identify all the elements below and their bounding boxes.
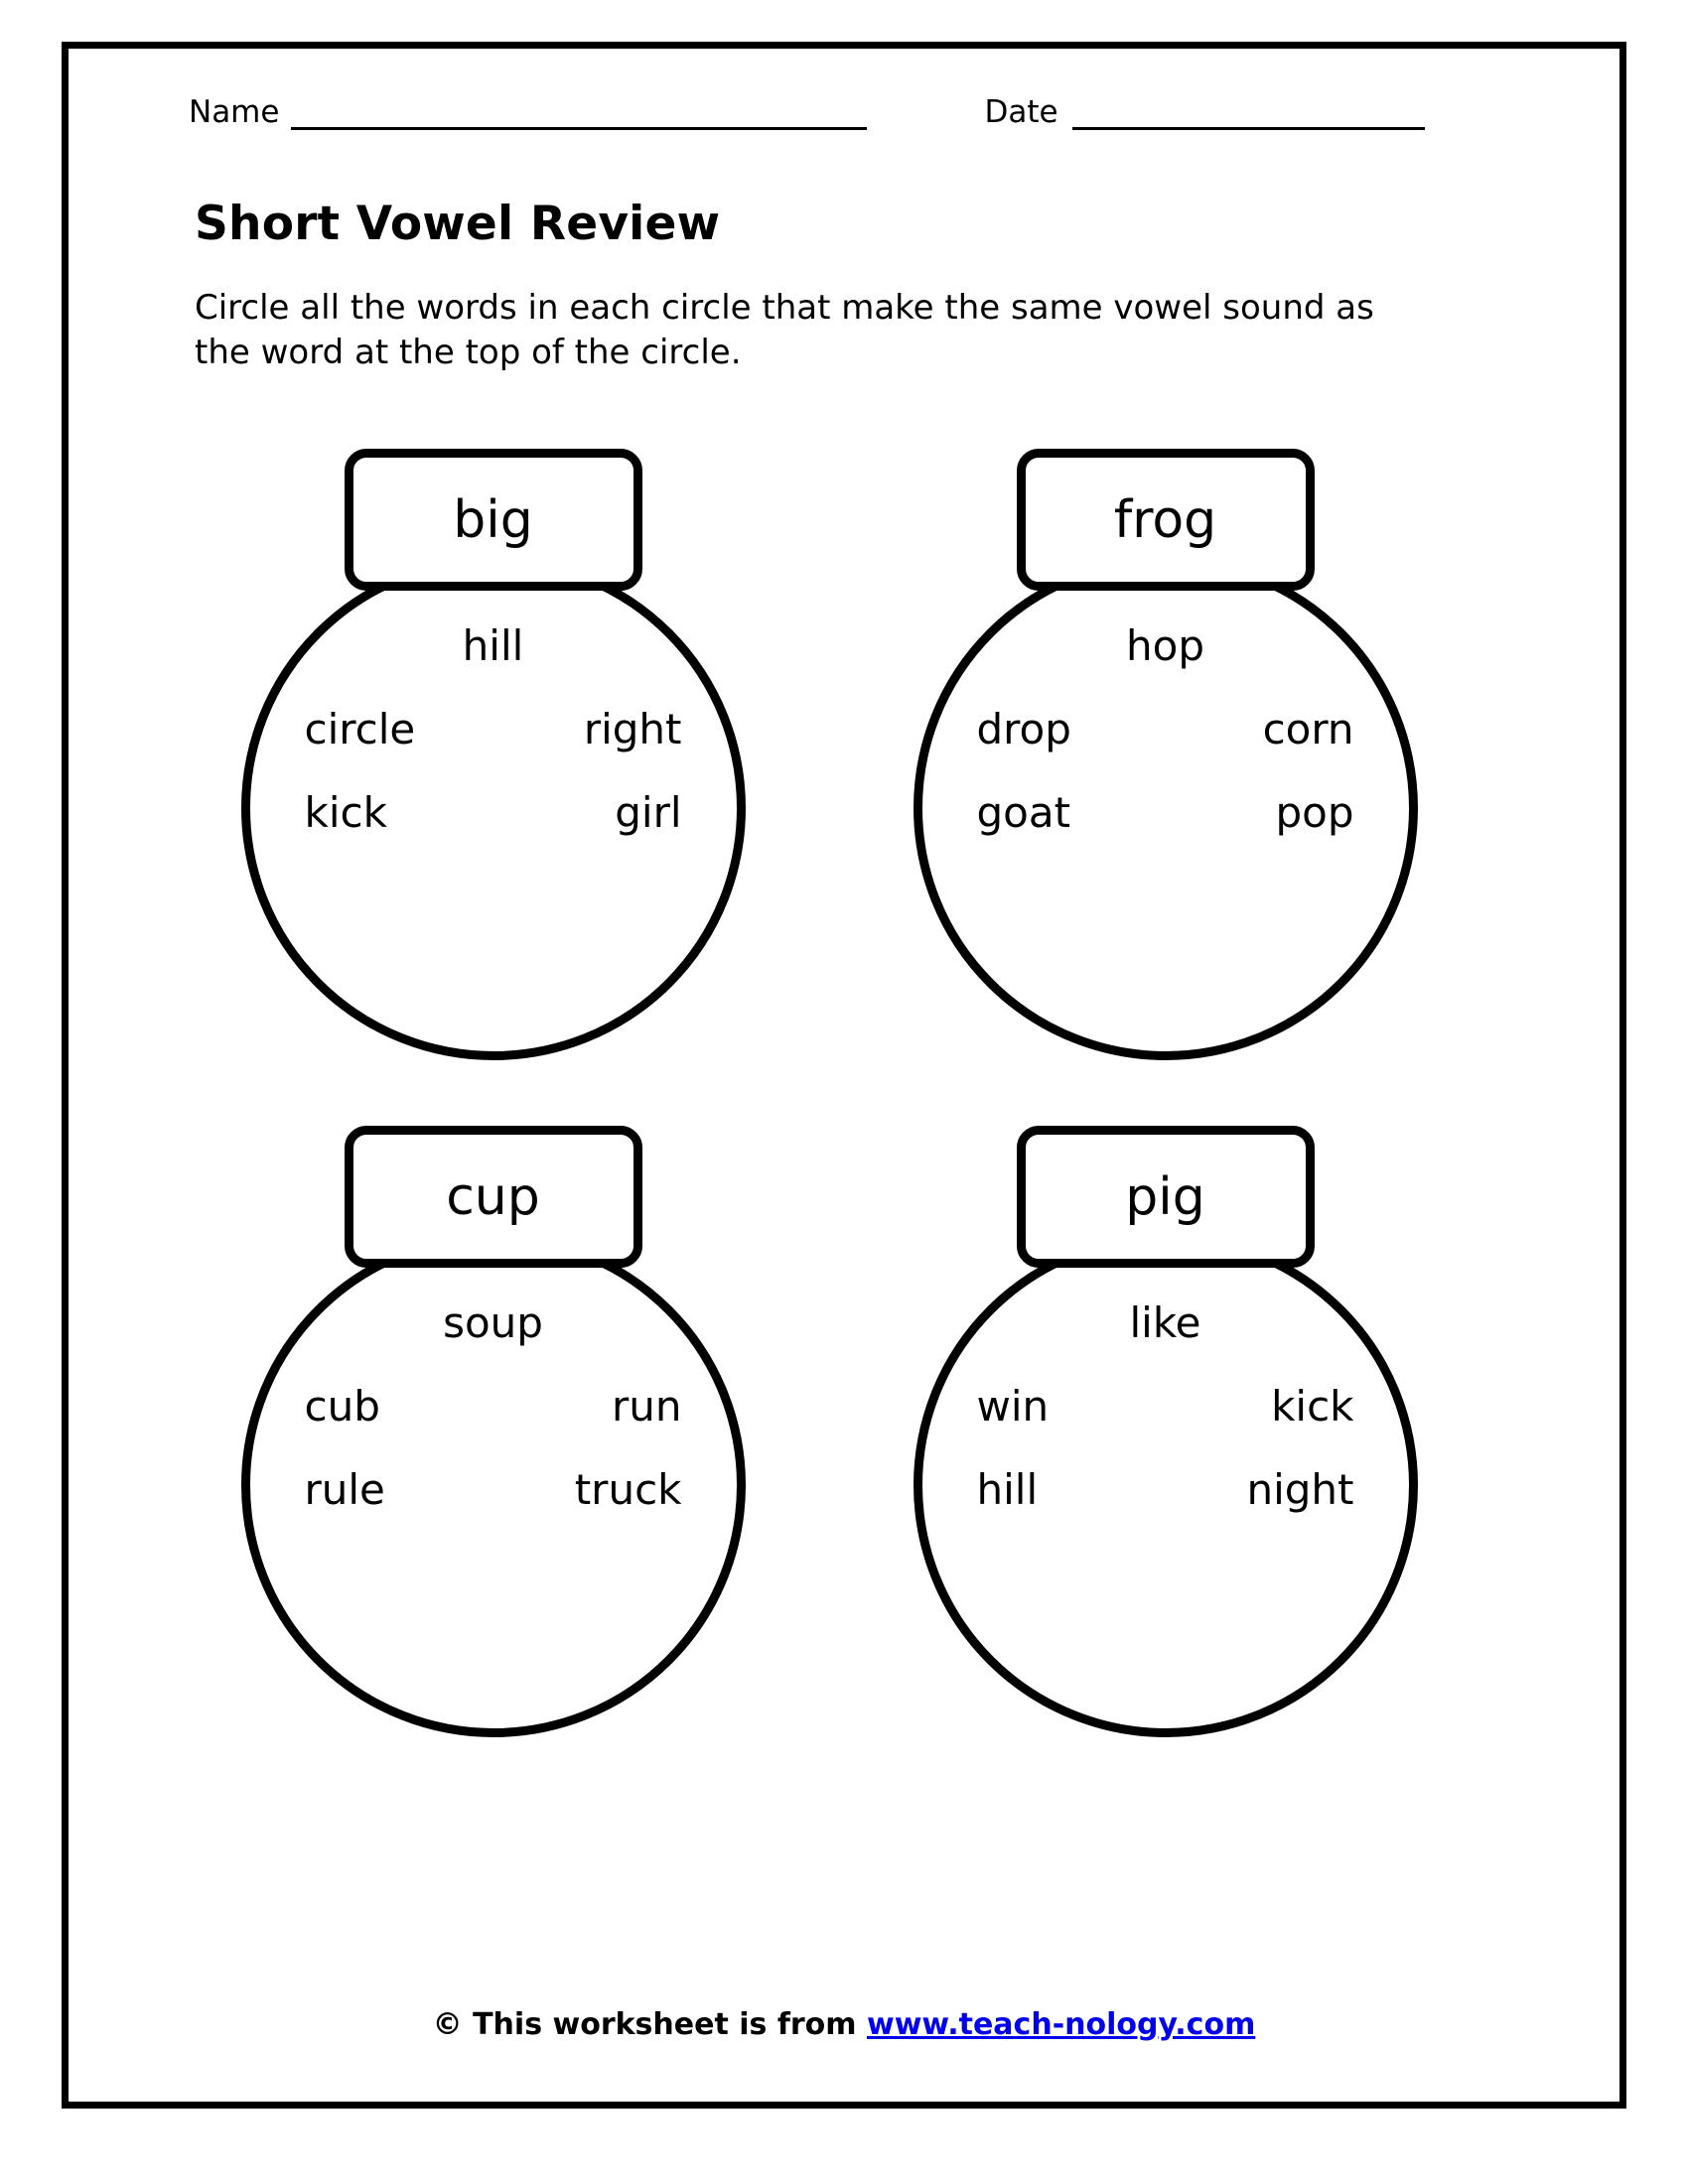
key-word-box — [345, 449, 642, 591]
word-list — [260, 598, 727, 837]
word-option[interactable]: goat — [976, 788, 1071, 837]
name-date-row — [189, 94, 1470, 130]
circle-group-big — [179, 449, 807, 1054]
circle-group-frog — [851, 449, 1479, 1054]
word-row — [304, 788, 682, 837]
word-row — [976, 788, 1354, 837]
word-row — [976, 1382, 1354, 1431]
word-row — [304, 1382, 682, 1431]
word-row — [304, 1465, 682, 1514]
circles-grid — [179, 449, 1479, 1731]
word-option[interactable]: cub — [304, 1382, 380, 1431]
key-word: big — [453, 489, 533, 550]
word-option[interactable]: night — [1246, 1465, 1354, 1514]
page-title: Short Vowel Review — [195, 197, 721, 251]
word-option[interactable]: circle — [304, 705, 416, 753]
key-word: pig — [1125, 1166, 1205, 1227]
key-word: cup — [446, 1166, 540, 1227]
circle-group-cup — [179, 1126, 807, 1731]
word-option[interactable]: win — [976, 1382, 1050, 1431]
word-option[interactable]: rule — [304, 1465, 385, 1514]
footer-text: © This worksheet is from — [432, 2007, 867, 2042]
word-option[interactable]: corn — [1262, 705, 1354, 753]
name-label: Name — [189, 94, 280, 130]
word-list — [260, 1275, 727, 1514]
word-option[interactable]: hop — [1126, 621, 1204, 670]
key-word-box — [1017, 449, 1315, 591]
word-option[interactable]: kick — [1271, 1382, 1354, 1431]
key-word: frog — [1113, 489, 1217, 550]
word-option[interactable]: like — [1129, 1298, 1201, 1347]
source-link[interactable]: www.teach-nology.com — [867, 2007, 1256, 2042]
date-write-line[interactable] — [1072, 126, 1425, 130]
word-option[interactable]: soup — [443, 1298, 543, 1347]
word-row — [304, 705, 682, 753]
word-option[interactable]: drop — [976, 705, 1071, 753]
circle-group-pig — [851, 1126, 1479, 1731]
name-write-line[interactable] — [291, 126, 867, 130]
word-option[interactable]: truck — [574, 1465, 682, 1514]
word-option[interactable]: girl — [615, 788, 682, 837]
word-option[interactable]: kick — [304, 788, 387, 837]
word-option[interactable]: pop — [1275, 788, 1354, 837]
word-option[interactable]: run — [611, 1382, 682, 1431]
word-row — [976, 705, 1354, 753]
key-word-box — [1017, 1126, 1315, 1268]
word-option[interactable]: hill — [976, 1465, 1039, 1514]
word-list — [932, 598, 1399, 837]
footer-credit — [0, 2007, 1688, 2042]
instructions-text: Circle all the words in each circle that make the same vowel sound as the word at the top of the circle. — [195, 288, 1374, 372]
date-label: Date — [984, 94, 1058, 130]
word-row — [976, 1465, 1354, 1514]
word-option[interactable]: hill — [462, 621, 524, 670]
word-option[interactable]: right — [583, 705, 682, 753]
key-word-box — [345, 1126, 642, 1268]
word-list — [932, 1275, 1399, 1514]
